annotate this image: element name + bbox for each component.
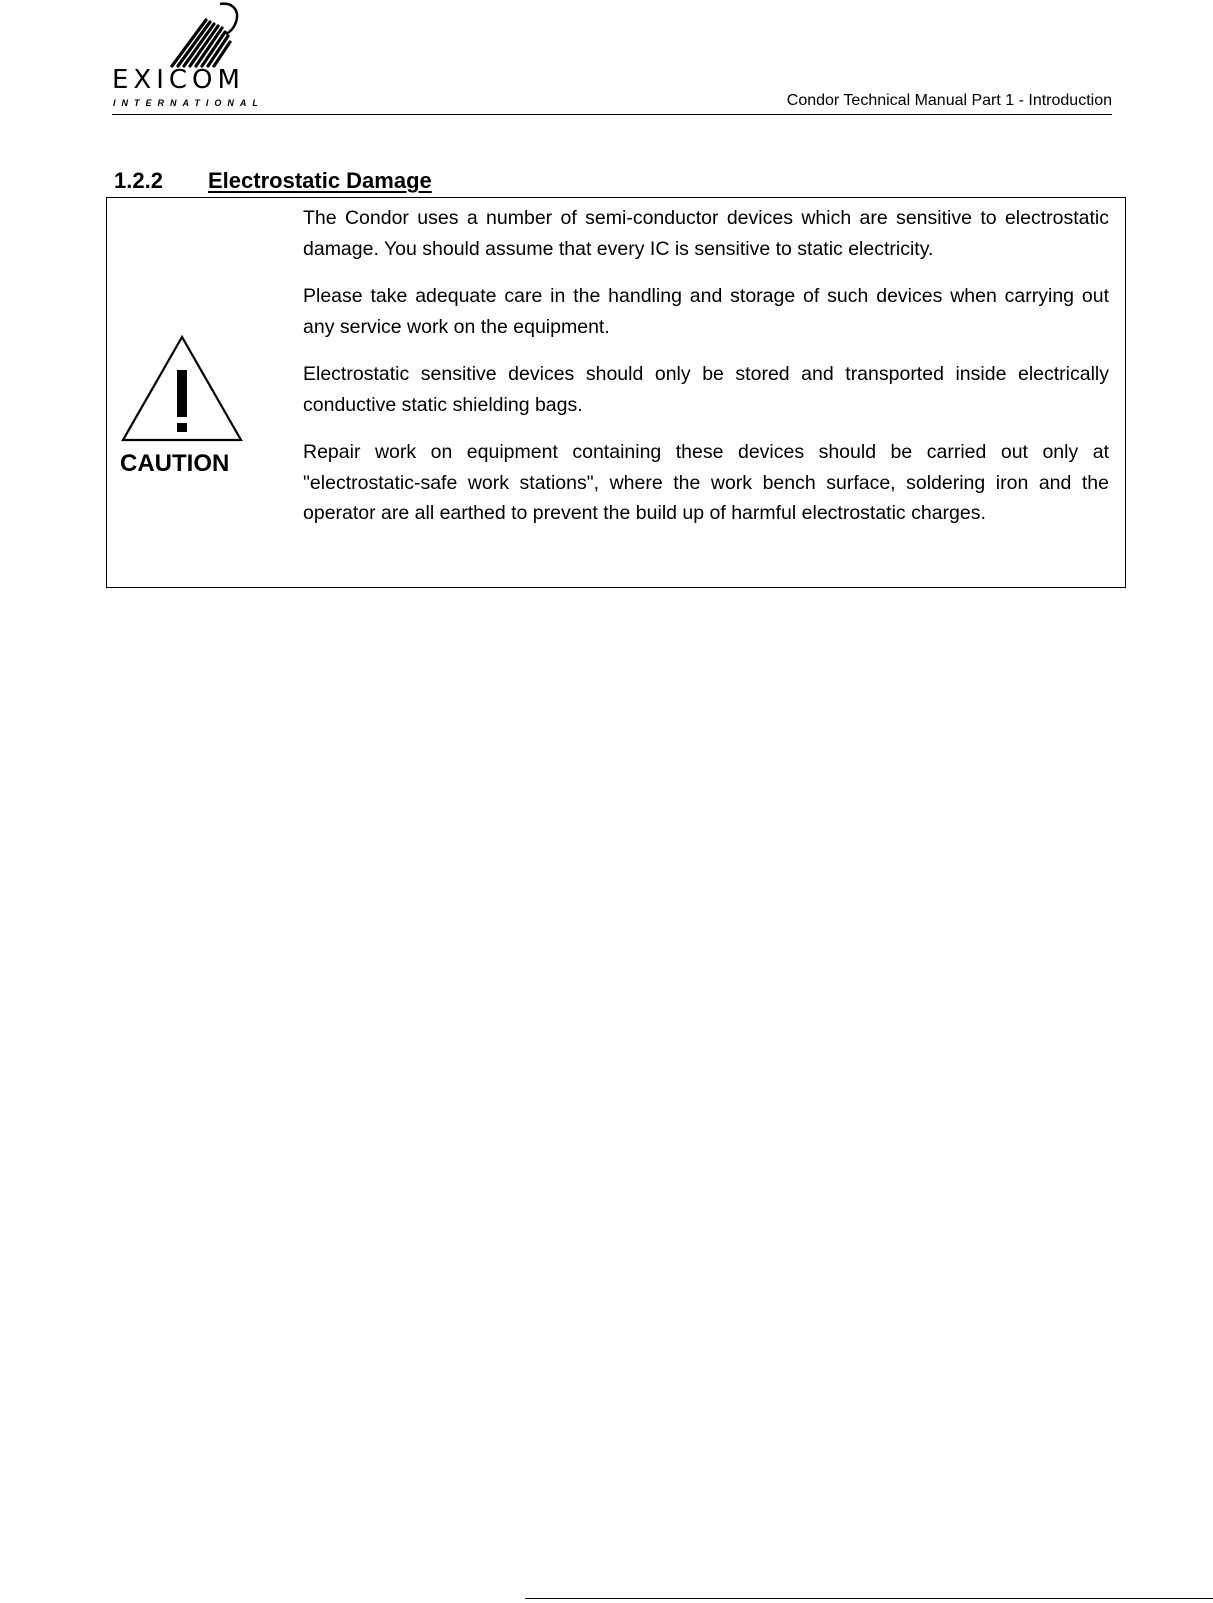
caution-paragraph: Electrostatic sensitive devices should only be stored and transported inside electrically conductive static shielding bags.: [303, 363, 1109, 416]
logo-wordmark: EXICOM: [112, 65, 245, 95]
caution-label: CAUTION: [120, 450, 230, 477]
company-logo: [112, 0, 292, 118]
caution-box: [106, 197, 1126, 588]
running-header-title: Condor Technical Manual Part 1 - Introduction: [786, 92, 1112, 109]
caution-paragraph: The Condor uses a number of semi-conductor devices which are sensitive to electrostatic damage. You should assume that every IC is sensitive to static electricity.: [303, 207, 1109, 260]
exicom-emblem-icon: [162, 0, 242, 70]
section-number: 1.2.2: [114, 168, 163, 193]
footer-divider: [525, 1598, 1213, 1599]
warning-triangle-icon: [120, 334, 244, 444]
caution-text: [303, 203, 1109, 529]
caution-paragraph: Repair work on equipment containing these devices should be carried out only at "electrostatic-safe work stations", where the work bench surface, soldering iron and the operator are all earthed to prevent the build up of harmful electrostatic charges.: [303, 441, 1109, 524]
header-divider: [112, 114, 1112, 115]
logo-subtitle: INTERNATIONAL: [113, 98, 264, 108]
caution-paragraph: Please take adequate care in the handling and storage of such devices when carrying out any service work on the equipment.: [303, 285, 1109, 338]
section-title: Electrostatic Damage: [208, 168, 432, 193]
section-heading: [114, 168, 432, 194]
